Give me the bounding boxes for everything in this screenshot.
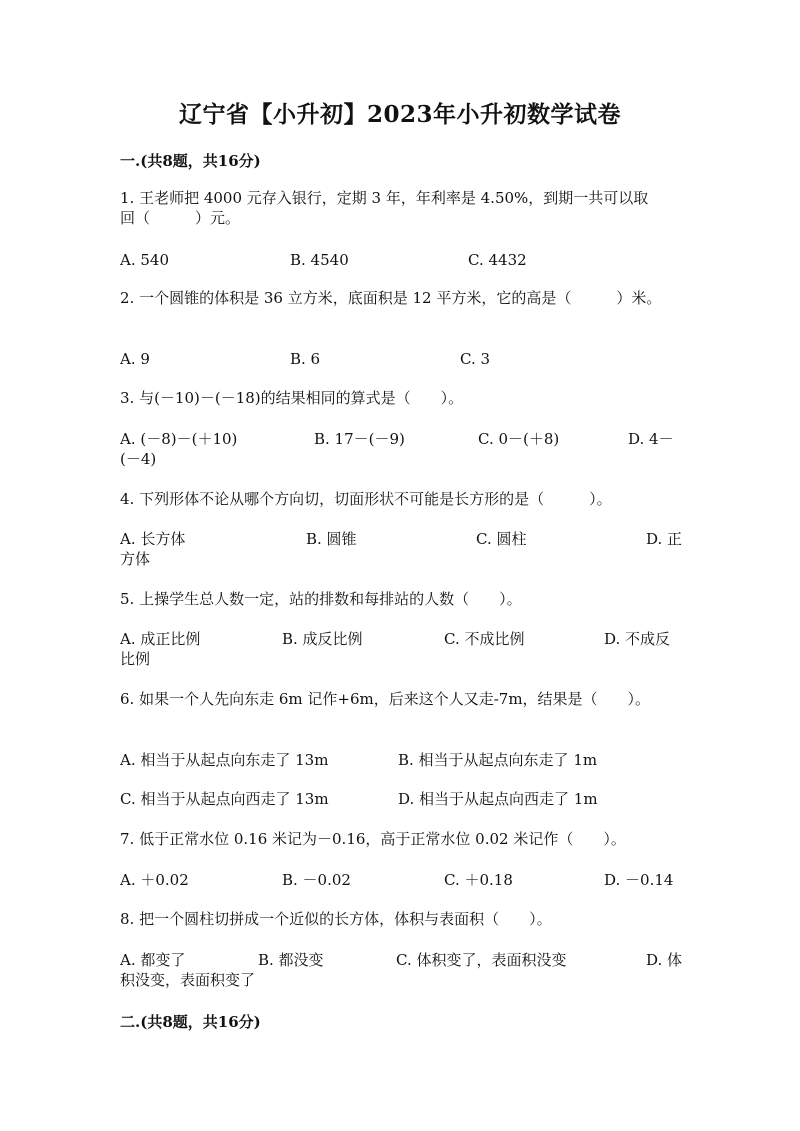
question-7-option-a: A. ＋0.02: [120, 871, 189, 889]
question-3-option-d-wrap: (－4): [120, 450, 157, 468]
question-2-line-1: 2. 一个圆锥的体积是 36 立方米，底面积是 12 平方米，它的高是（ ）米。: [120, 289, 662, 307]
question-8-option-d-wrap: 积没变，表面积变了: [120, 971, 256, 989]
question-2-option-b: B. 6: [290, 350, 321, 368]
page-title: 辽宁省【小升初】2023年小升初数学试卷: [178, 101, 621, 128]
question-8-option-d: D. 体: [646, 951, 683, 969]
question-2-option-c: C. 3: [460, 350, 491, 368]
section-heading-1: 一.(共8题，共16分): [120, 152, 261, 170]
question-5-option-d: D. 不成反: [604, 630, 671, 648]
question-6-option-b: B. 相当于从起点向东走了 1m: [398, 751, 598, 769]
question-4-option-c: C. 圆柱: [476, 530, 527, 548]
question-8-option-c: C. 体积变了，表面积没变: [396, 951, 567, 969]
question-2-option-a: A. 9: [120, 350, 150, 368]
question-3-option-b: B. 17－(－9): [314, 430, 405, 448]
question-3-option-a: A. (－8)－(＋10): [120, 430, 238, 448]
question-1-line-1: 1. 王老师把 4000 元存入银行，定期 3 年，年利率是 4.50%，到期一共可以取: [120, 189, 649, 207]
question-1-option-a: A. 540: [120, 251, 169, 269]
question-7-option-c: C. ＋0.18: [444, 871, 513, 889]
question-3-option-d: D. 4－: [628, 430, 674, 448]
question-7-option-b: B. －0.02: [282, 871, 351, 889]
question-7-option-d: D. －0.14: [604, 871, 674, 889]
question-5-option-b: B. 成反比例: [282, 630, 363, 648]
section-heading-2: 二.(共8题，共16分): [120, 1013, 261, 1031]
question-4-option-d-wrap: 方体: [120, 550, 151, 568]
question-8-option-b: B. 都没变: [258, 951, 324, 969]
question-4-option-a: A. 长方体: [120, 530, 186, 548]
question-6-option-d: D. 相当于从起点向西走了 1m: [398, 790, 598, 808]
question-5-option-d-wrap: 比例: [120, 650, 151, 668]
question-5-option-c: C. 不成比例: [444, 630, 525, 648]
question-6-line-1: 6. 如果一个人先向东走 6m 记作+6m，后来这个人又走-7m，结果是（ ）。: [120, 690, 651, 708]
question-6-option-c: C. 相当于从起点向西走了 13m: [120, 790, 329, 808]
question-4-option-b: B. 圆锥: [306, 530, 357, 548]
question-1-option-c: C. 4432: [468, 251, 527, 269]
question-8-line-1: 8. 把一个圆柱切拼成一个近似的长方体，体积与表面积（ ）。: [120, 910, 552, 928]
question-6-option-a: A. 相当于从起点向东走了 13m: [120, 751, 329, 769]
question-7-line-1: 7. 低于正常水位 0.16 米记为－0.16，高于正常水位 0.02 米记作（ ）。: [120, 830, 626, 848]
question-3-option-c: C. 0－(＋8): [478, 430, 560, 448]
question-8-option-a: A. 都变了: [120, 951, 186, 969]
question-1-line-2: 回（ ）元。: [120, 209, 241, 227]
question-1-option-b: B. 4540: [290, 251, 349, 269]
question-5-line-1: 5. 上操学生总人数一定，站的排数和每排站的人数（ ）。: [120, 590, 522, 608]
question-3-line-1: 3. 与(－10)－(－18)的结果相同的算式是（ ）。: [120, 389, 464, 407]
question-5-option-a: A. 成正比例: [120, 630, 201, 648]
question-4-line-1: 4. 下列形体不论从哪个方向切，切面形状不可能是长方形的是（ ）。: [120, 490, 612, 508]
question-4-option-d: D. 正: [646, 530, 683, 548]
